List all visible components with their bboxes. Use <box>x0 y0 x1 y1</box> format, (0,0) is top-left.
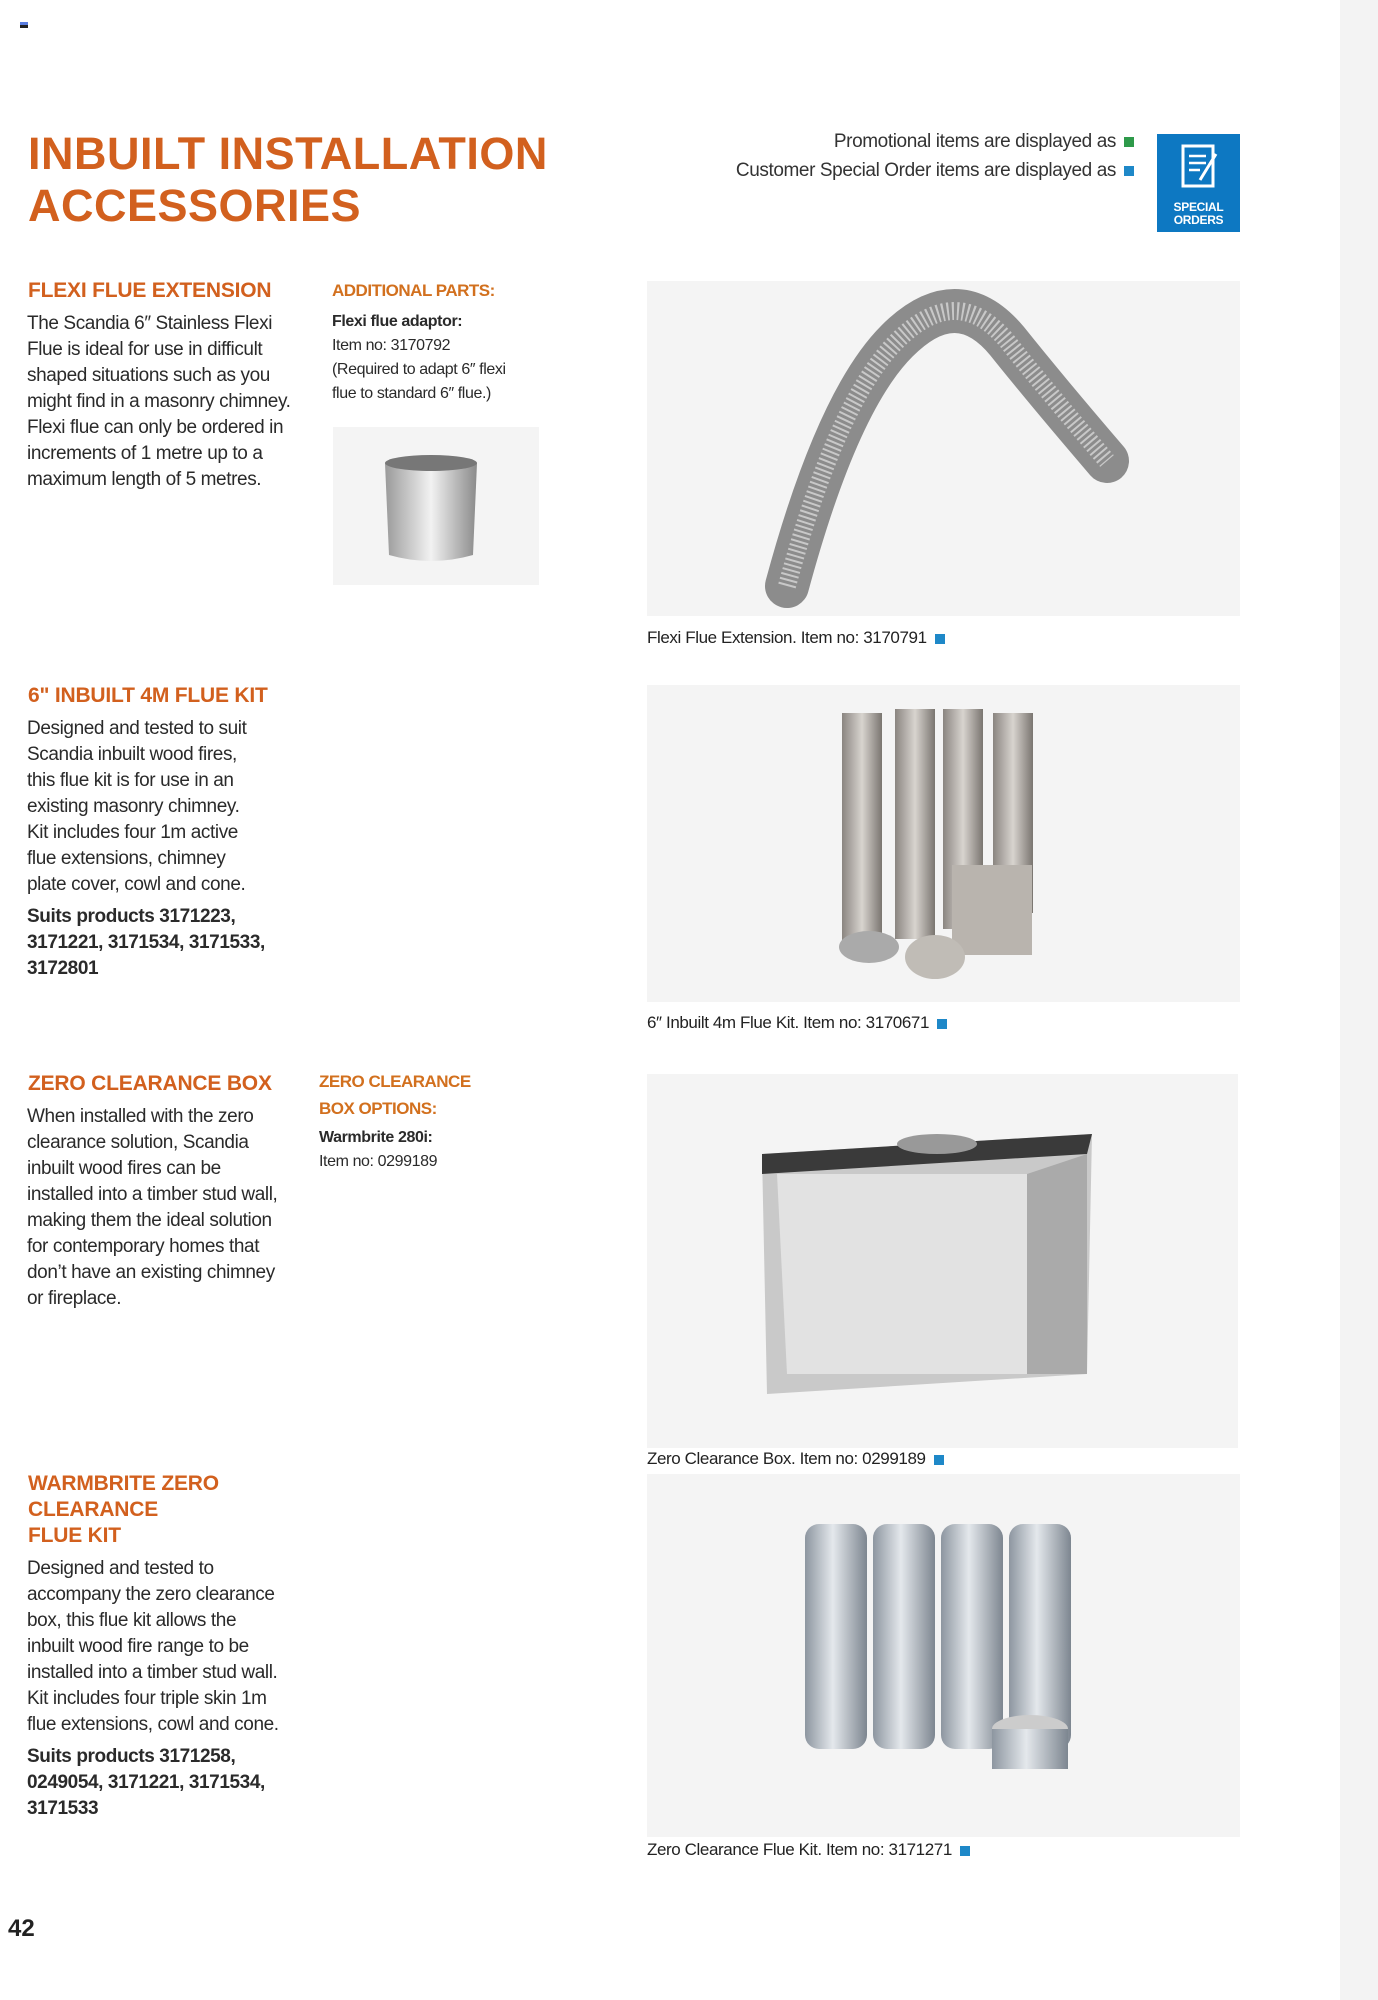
section-heading: FLEXI FLUE EXTENSION <box>28 279 272 302</box>
body-line: might find in a masonry chimney. <box>27 391 291 412</box>
section-body <box>27 311 291 493</box>
option-item-no: Item no: 0299189 <box>319 1153 438 1170</box>
suits-line: 3171533 <box>27 1798 99 1819</box>
part-name: Flexi flue adaptor: <box>332 313 463 330</box>
special-order-marker-icon <box>937 1019 947 1029</box>
body-line: clearance solution, Scandia <box>27 1132 249 1153</box>
page-edge <box>1340 0 1378 2000</box>
body-line: Designed and tested to suit <box>27 718 247 739</box>
title-line: INBUILT INSTALLATION <box>28 128 548 179</box>
body-line: existing masonry chimney. <box>27 796 240 817</box>
part-note: flue to standard 6″ flue.) <box>332 385 491 402</box>
section-body <box>27 716 265 982</box>
section-heading: ZERO CLEARANCE BOX <box>28 1072 272 1095</box>
body-line: Scandia inbuilt wood fires, <box>27 744 237 765</box>
body-line: flue extensions, chimney <box>27 848 226 869</box>
special-order-marker-icon <box>935 634 945 644</box>
legend-special-text: Customer Special Order items are displayed as <box>735 160 1116 181</box>
body-line: maximum length of 5 metres. <box>27 469 262 490</box>
legend-special <box>736 160 1134 182</box>
body-line: inbuilt wood fires can be <box>27 1158 221 1179</box>
body-line: installed into a timber stud wall, <box>27 1184 278 1205</box>
heading-line: BOX OPTIONS: <box>319 1099 437 1118</box>
body-line: making them the ideal solution <box>27 1210 272 1231</box>
section-heading <box>28 1471 219 1549</box>
suits-line: 3171221, 3171534, 3171533, <box>27 932 265 953</box>
body-line: Kit includes four triple skin 1m <box>27 1688 267 1709</box>
page-title <box>28 128 548 232</box>
heading-line: CLEARANCE <box>28 1498 159 1521</box>
badge-line: ORDERS <box>1173 213 1224 227</box>
section-body <box>27 1556 279 1822</box>
suits-line: Suits products 3171223, <box>27 906 236 927</box>
part-item-no: Item no: 3170792 <box>332 337 451 354</box>
product-caption <box>647 628 945 648</box>
body-line: plate cover, cowl and cone. <box>27 874 246 895</box>
legend-promo <box>834 131 1134 153</box>
flue-kit-image <box>647 685 1240 1002</box>
heading-line: WARMBRITE ZERO <box>28 1472 219 1495</box>
option-name: Warmbrite 280i: <box>319 1129 433 1146</box>
heading-line: ZERO CLEARANCE <box>319 1072 471 1091</box>
part-note: (Required to adapt 6″ flexi <box>332 361 506 378</box>
additional-parts-heading: ADDITIONAL PARTS: <box>332 281 495 300</box>
flexi-flue-adaptor-image <box>333 427 539 585</box>
legend-promo-text: Promotional items are displayed as <box>833 131 1116 152</box>
body-line: accompany the zero clearance <box>27 1584 275 1605</box>
suits-line: 0249054, 3171221, 3171534, <box>27 1772 265 1793</box>
title-line: ACCESSORIES <box>28 180 362 231</box>
body-line: box, this flue kit allows the <box>27 1610 237 1631</box>
body-line: don’t have an existing chimney <box>27 1262 275 1283</box>
badge-line: SPECIAL <box>1173 200 1224 214</box>
document-pen-icon <box>1174 142 1224 192</box>
zero-clearance-box-illustration <box>647 1074 1238 1448</box>
additional-part <box>332 310 506 406</box>
section-body <box>27 1104 277 1312</box>
zero-clearance-box-image <box>647 1074 1238 1448</box>
flexi-flue-extension-image <box>647 281 1240 616</box>
flue-kit-illustration <box>647 685 1240 1002</box>
body-line: increments of 1 metre up to a <box>27 443 263 464</box>
product-caption <box>647 1449 944 1469</box>
section-heading: 6" INBUILT 4M FLUE KIT <box>28 684 268 707</box>
body-line: Flexi flue can only be ordered in <box>27 417 284 438</box>
special-orders-badge <box>1157 134 1240 232</box>
special-order-marker-icon <box>934 1455 944 1465</box>
body-line: Kit includes four 1m active <box>27 822 238 843</box>
product-caption <box>647 1840 970 1860</box>
body-line: When installed with the zero <box>27 1106 254 1127</box>
caption-text: 6″ Inbuilt 4m Flue Kit. Item no: 3170671 <box>647 1013 930 1032</box>
special-order-marker-icon <box>960 1846 970 1856</box>
zero-clearance-flue-kit-image <box>647 1474 1240 1837</box>
flexi-flue-illustration <box>647 281 1240 616</box>
body-line: Designed and tested to <box>27 1558 214 1579</box>
body-line: for contemporary homes that <box>27 1236 260 1257</box>
box-options-heading <box>319 1068 471 1122</box>
body-line: flue extensions, cowl and cone. <box>27 1714 279 1735</box>
menu-icon[interactable] <box>20 22 28 28</box>
caption-text: Flexi Flue Extension. Item no: 3170791 <box>647 628 927 647</box>
suits-line: Suits products 3171258, <box>27 1746 236 1767</box>
caption-text: Zero Clearance Box. Item no: 0299189 <box>647 1449 926 1468</box>
body-line: installed into a timber stud wall. <box>27 1662 278 1683</box>
heading-line: FLUE KIT <box>28 1524 121 1547</box>
green-square-icon <box>1124 137 1134 147</box>
body-line: Flue is ideal for use in difficult <box>27 339 263 360</box>
body-line: shaped situations such as you <box>27 365 270 386</box>
body-line: The Scandia 6″ Stainless Flexi <box>27 313 273 334</box>
blue-square-icon <box>1124 166 1134 176</box>
page-number: 42 <box>8 1915 35 1942</box>
product-caption <box>647 1013 947 1033</box>
adaptor-illustration <box>333 427 539 585</box>
box-option <box>319 1126 437 1174</box>
body-line: inbuilt wood fire range to be <box>27 1636 249 1657</box>
suits-line: 3172801 <box>27 958 99 979</box>
body-line: this flue kit is for use in an <box>27 770 234 791</box>
caption-text: Zero Clearance Flue Kit. Item no: 3171271 <box>647 1840 952 1859</box>
body-line: or fireplace. <box>27 1288 122 1309</box>
flue-kit-cylinders-illustration <box>647 1474 1240 1837</box>
